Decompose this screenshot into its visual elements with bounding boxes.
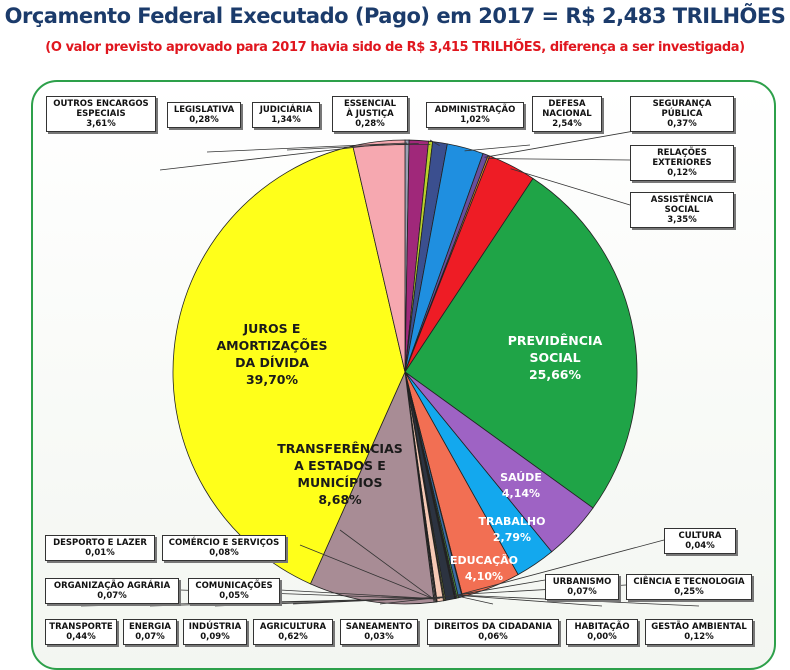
slice-value: 4,10% [464,569,504,583]
callout-label: À JUSTIÇA [346,109,394,119]
callout-label: DIREITOS DA CIDADANIA [434,622,552,632]
callout-label: SOCIAL [664,205,700,215]
callout-value: 0,04% [685,541,715,551]
slice-label-transferencias [260,440,420,508]
callout-value: 2,54% [552,119,582,129]
callout-seguranca-publica [630,96,734,132]
chart-subtitle: (O valor previsto aprovado para 2017 havia sido de R$ 3,415 TRILHÕES, diferença a ser investigada) [45,40,745,55]
slice-value: 25,66% [528,367,582,382]
callout-label: URBANISMO [552,577,612,587]
callout-label: EXTERIORES [652,158,712,168]
callout-comercio-e-servicos [162,535,286,561]
callout-label: SANEAMENTO [345,622,413,632]
callout-value: 0,28% [189,115,219,125]
slice-value: 2,79% [492,530,532,544]
callout-value: 3,61% [86,119,116,129]
callout-value: 0,12% [667,168,697,178]
callout-defesa-nacional [532,96,602,132]
callout-organizacao-agraria [45,578,179,604]
slice-value: 8,68% [318,492,362,507]
callout-label: TRANSPORTE [49,622,113,632]
callout-essencial-a-justica [332,96,408,132]
slice-label-previdencia [475,332,635,383]
callout-value: 1,02% [460,115,490,125]
callout-label: NACIONAL [542,109,592,119]
callout-label: JUDICIÁRIA [259,105,313,115]
callout-administracao [426,102,524,128]
callout-legislativa [167,102,241,128]
callout-habitacao [566,619,638,645]
callout-label: ASSISTÊNCIA [650,195,714,205]
callout-label: AGRICULTURA [259,622,327,632]
callout-label: ESSENCIAL [344,99,396,109]
slice-label-educacao [404,553,564,584]
callout-value: 0,05% [219,591,249,601]
callout-agricultura [253,619,333,645]
callout-label: RELAÇÕES [657,148,707,158]
slice-name: TRABALHO [478,515,546,528]
slice-name: MUNICÍPIOS [297,475,383,490]
callout-value: 0,07% [135,632,165,642]
slice-name: DA DÍVIDA [235,355,309,370]
callout-label: HABITAÇÃO [574,622,630,632]
callout-value: 0,06% [478,632,508,642]
slice-value: 4,14% [501,486,541,500]
leader-line-relacoes-exteriores [488,159,630,161]
callout-value: 0,03% [364,632,394,642]
callout-value: 0,28% [355,119,385,129]
callout-label: GESTÃO AMBIENTAL [651,622,747,632]
slice-name: A ESTADOS E [294,458,386,473]
callout-transporte [45,619,117,645]
callout-value: 0,09% [200,632,230,642]
callout-gestao-ambiental [645,619,753,645]
callout-value: 0,44% [66,632,96,642]
callout-assistencia-social [630,192,734,228]
callout-label: SEGURANÇA [652,99,712,109]
callout-comunicacoes [188,578,280,604]
callout-desporto-e-lazer [45,535,155,561]
callout-ciencia-e-tecnologia [626,574,752,600]
slice-label-trabalho [432,514,592,545]
callout-industria [183,619,247,645]
callout-value: 0,12% [684,632,714,642]
slice-name: TRANSFERÊNCIAS [277,441,403,456]
callout-label: ADMINISTRAÇÃO [434,105,516,115]
callout-value: 0,07% [97,591,127,601]
callout-label: DESPORTO E LAZER [53,538,147,548]
callout-label: ESPECIAIS [76,109,126,119]
callout-value: 1,34% [271,115,301,125]
callout-value: 0,37% [667,119,697,129]
callout-label: ORGANIZAÇÃO AGRÁRIA [53,581,171,591]
callout-value: 0,62% [278,632,308,642]
slice-name: AMORTIZAÇÕES [216,338,328,353]
slice-name: PREVIDÊNCIA [507,333,603,348]
slice-name: JUROS E [243,321,301,336]
callout-outros-encargos-especiais [46,96,156,132]
callout-label: PÚBLICA [661,109,703,119]
callout-value: 0,08% [209,548,239,558]
chart-title: Orçamento Federal Executado (Pago) em 2017 = R$ 2,483 TRILHÕES [4,4,786,28]
callout-judiciaria [252,102,320,128]
callout-value: 0,07% [567,587,597,597]
callout-value: 0,01% [85,548,115,558]
slice-name: SOCIAL [529,350,581,365]
callout-value: 0,00% [587,632,617,642]
callout-label: OUTROS ENCARGOS [53,99,149,109]
callout-value: 0,25% [674,587,704,597]
callout-direitos-da-cidadania [427,619,559,645]
slice-value: 39,70% [245,372,299,387]
callout-value: 3,35% [667,215,697,225]
callout-cultura [664,528,736,554]
callout-label: DEFESA [548,99,586,109]
callout-label: INDÚSTRIA [188,622,242,632]
callout-label: COMÉRCIO E SERVIÇOS [168,538,280,548]
slice-name: SAÚDE [500,471,542,484]
slice-label-juros-e [192,320,352,388]
callout-label: ENERGIA [129,622,171,632]
leader-line-seguranca-publica [485,130,641,157]
callout-energia [123,619,177,645]
callout-saneamento [340,619,418,645]
callout-label: CULTURA [678,531,722,541]
callout-label: CIÊNCIA E TECNOLOGIA [633,577,745,587]
callout-label: LEGISLATIVA [173,105,235,115]
leader-line-defesa-nacional [465,145,530,151]
callout-relacoes-exteriores [630,145,734,181]
callout-label: COMUNICAÇÕES [195,581,273,591]
slice-name: EDUCAÇÃO [449,554,519,567]
slice-label-saude [441,470,601,501]
